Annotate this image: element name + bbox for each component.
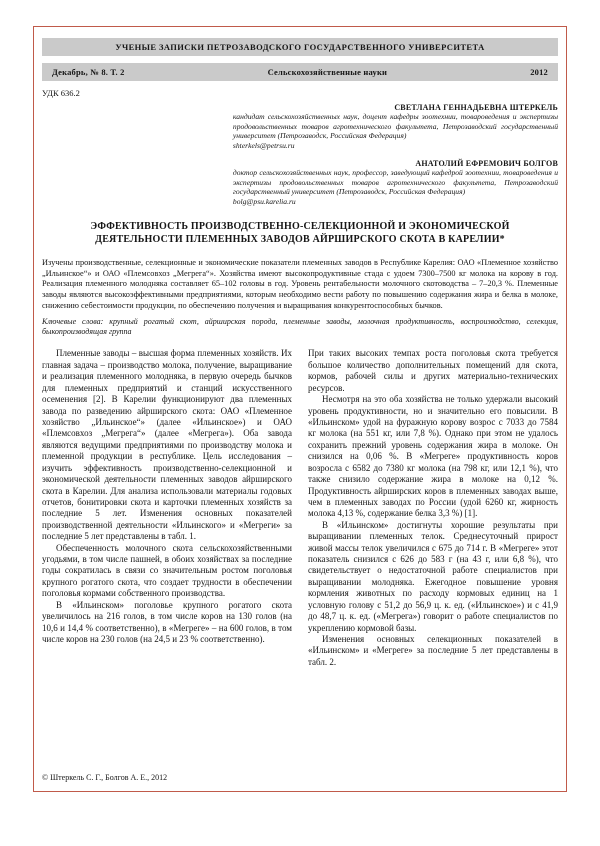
author-email: bolg@psu.karelia.ru — [232, 197, 296, 207]
body-columns — [42, 348, 558, 761]
author-name: СВЕТЛАНА ГЕННАДЬЕВНА ШТЕРКЕЛЬ — [394, 103, 558, 112]
paper-page — [33, 26, 567, 792]
author-name: АНАТОЛИЙ ЕФРЕМОВИЧ БОЛГОВ — [415, 158, 558, 168]
keywords-line — [42, 317, 558, 338]
body-paragraph: Племенные заводы – высшая форма племенных хозяйств. Их главная задача – производство молока, получение, выращивание и реализация племенного молодняка, в первую очередь бычков для племенных предприятий и станций искусственного осеменения [2]. В Карелии функционируют два племенных завода по разведению айрширского скота: ОАО «Племенное хозяйство „Ильинское“» (далее «Ильинское») и ОАО «Племсовхоз „Мегрега“» (далее «Мегрега»). Оба завода являются ведущими предприятиями по производству молока и племенной продукции в республике. Цель исследования – изучить эффективность производственно-селекционной и экономической деятельности племенных заводов айрширского скота в Карелии. Для анализа использовали материалы годовых отчетов, бонитировки скота и карточки племенных хозяйств за последние 5 лет. Изменения основных показателей производственной деятельности «Ильинского» и «Мегреги» за последние 5 лет представлены в табл. 1. — [42, 348, 292, 542]
keywords-label: Ключевые слова: — [42, 316, 104, 326]
article-title: ЭФФЕКТИВНОСТЬ ПРОИЗВОДСТВЕННО-СЕЛЕКЦИОННОЙ И ЭКОНОМИЧЕСКОЙ ДЕЯТЕЛЬНОСТИ ПЛЕМЕННЫХ ЗАВОДОВ АЙРШИРСКОГО СКОТА В КАРЕЛИИ* — [90, 220, 510, 246]
left-column — [42, 348, 292, 761]
author-affiliation: кандидат сельскохозяйственных наук, доцент кафедры зоотехнии, товароведения и экспертизы продовольственных товаров агротехнического факультета, Петрозаводский государственный университет (Петрозаводск, Российская Федерация) — [232, 112, 558, 141]
journal-title: УЧЕНЫЕ ЗАПИСКИ ПЕТРОЗАВОДСКОГО ГОСУДАРСТВЕННОГО УНИВЕРСИТЕТА — [115, 42, 485, 52]
author-entry — [233, 159, 558, 207]
body-paragraph: В «Ильинском» достигнуты хорошие результаты при выращивании племенных телок. Среднесуточный прирост живой массы телок увеличился с 675 до 714 г. В «Мегреге» этот показатель снизился с 626 до 583 г (на 43 г, или 6,8 %), что свидетельствует о недостаточной работе специалистов при выращивании молодняка. Ежегодное повышение уровня кормления животных по расходу кормовых единиц на 1 условную голову с 51,2 до 56,9 ц. к. ед. («Ильинское») и с 41,9 до 48,7 ц. к. ед. («Мегрега») говорит о работе специалистов по укреплению кормовой базы. — [308, 519, 558, 633]
abstract-text: Изучены производственные, селекционные и экономические показатели племенных заводов в Республике Карелия: ОАО «Племенное хозяйство „Ильинское“» и ОАО «Племсовхоз „Мегрега“». Хозяйства имеют высокопродуктивные стада с удоем 7300–7500 кг молока на корову в год. Реализация племенного молодняка составляет 65–102 головы в год. Уровень рентабельности молочного скотоводства – 7–20,3 %. Племенные заводы являются высокоэффективными предприятиями, которым необходимо вести работу по повышению содержания жира и белка в молоке, снижению себестоимости продукции, по обеспечению получения и выращивания конкурентоспособных бычков. — [42, 257, 558, 310]
issue-band — [42, 63, 558, 81]
right-column — [308, 348, 558, 761]
author-email: shterkels@petrsu.ru — [232, 141, 295, 151]
author-entry — [233, 103, 558, 151]
body-paragraph: В «Ильинском» поголовье крупного рогатого скота увеличилось на 216 голов, в том числе коров на 130 голов (на 10,6 и 14,4 % соответственно), в «Мегреге» – на 600 голов, в том числе коров на 230 голов (на 24,5 и 23 % соответственно). — [42, 599, 292, 644]
copyright-line: © Штеркель С. Г., Болгов А. Е., 2012 — [42, 773, 168, 782]
issue-year: 2012 — [530, 67, 548, 77]
author-affiliation: доктор сельскохозяйственных наук, профессор, заведующий кафедрой зоотехнии, товароведения и экспертизы продовольственных товаров агротехнического факультета, Петрозаводский государственный университет (Петрозаводск, Российская Федерация) — [232, 167, 558, 197]
journal-header-band — [42, 38, 558, 56]
body-paragraph: Несмотря на это оба хозяйства не только удержали высокий уровень продуктивности, но и значительно его повысили. В «Ильинском» удой на фуражную корову возрос с 7033 до 7584 кг молока (на 551 кг, или 7,8 %). Однако при этом не удалось сохранить прежний уровень содержания жира в молоке. Он снизился на 0,06 %. В «Мегреге» продуктивность коров возросла с 6582 до 7380 кг молока (на 798 кг, или 12,1 %), что также снизило содержание жира в молоке на 0,12 %. Продуктивность айрширских коров в племенных заводах выше, чем в племенных заводах по России (удой 6260 кг, жирность молока 4,13 %, содержание белка 3,3 %) [1]. — [308, 394, 558, 519]
body-paragraph: Изменения основных селекционных показателей в «Ильинском» и «Мегреге» за последние 5 лет представлены в табл. 2. — [308, 633, 558, 667]
keywords-text: крупный рогатый скот, айрширская порода, племенные заводы, молочная продуктивность, воспроизводство, селекция, быкопроизводящая группа — [42, 316, 558, 337]
section-title: Сельскохозяйственные науки — [267, 67, 388, 77]
issue-number: Декабрь, № 8. Т. 2 — [52, 67, 125, 77]
body-paragraph: Обеспеченность молочного скота сельскохозяйственными угодьями, в том числе пашней, в обоих хозяйствах за последние годы сократилась в связи со значительным ростом поголовья крупного рогатого скота, что создает трудности в обеспечении поголовья кормами собственного производства. — [42, 542, 292, 599]
body-paragraph: При таких высоких темпах роста поголовья скота требуется большое количество дополнительных помещений для скота, кормов, рабочей силы и других материально-технических ресурсов. — [308, 348, 558, 393]
authors-block — [233, 103, 558, 207]
udk-code: УДК 636.2 — [42, 88, 80, 98]
